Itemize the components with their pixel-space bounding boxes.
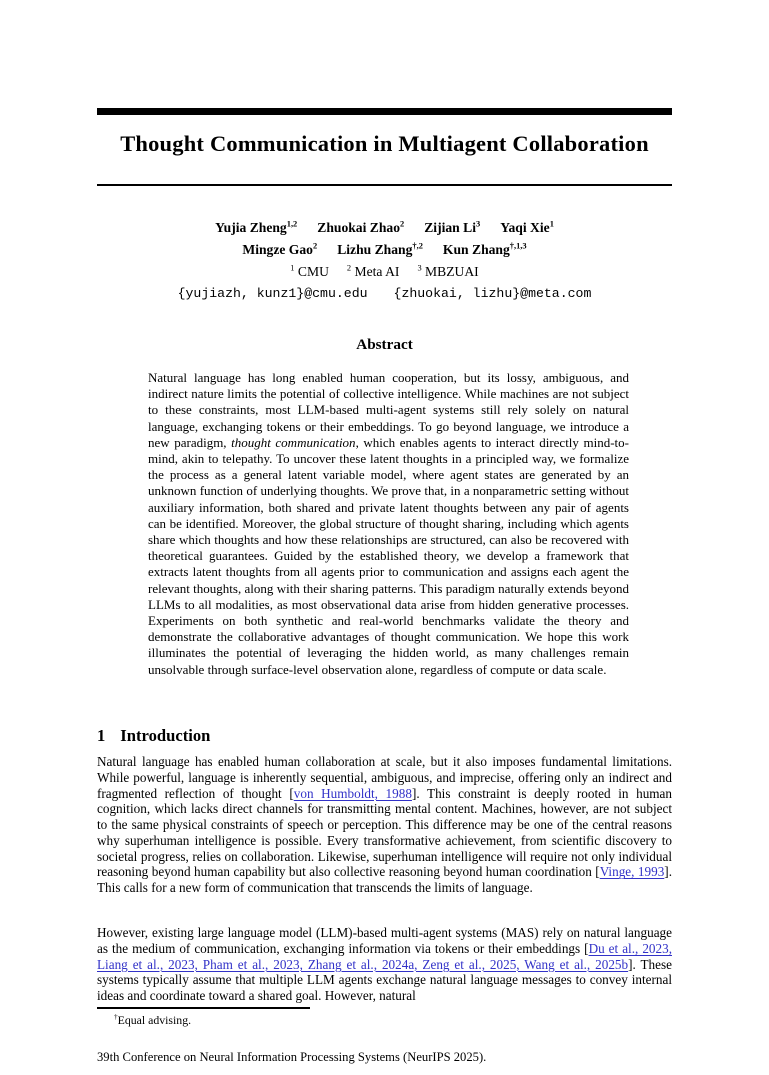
author-line-2	[77, 239, 692, 261]
citation-link[interactable]: von Humboldt, 1988	[293, 785, 412, 801]
author-name: Yujia Zheng$^{1,2}$	[215, 218, 298, 235]
author-affiliation-marker: 1,2	[286, 218, 298, 229]
text-segment: , which enables agents to interact directly mind-to-mind, akin to telepathy. To uncover these latent thoughts in a principled way, we formalize the process as a general latent variable model, where agent states are generated by an unknown function of underlying thoughts. We prove that, in a nonparametric setting without auxiliary information, both shared and private latent thoughts between any pair of agents can be identified. Moreover, the global structure of thought sharing, including which agents share which thoughts and how these relationships are structured, can also be recovered with theoretical guarantees. Guided by the established theory, we develop a framework that extracts latent thoughts from all agents prior to communication and assigns each agent the relevant thoughts, along with their sharing patterns. This paradigm naturally extends beyond LLMs to all modalities, as most observational data arise from hidden generative processes. Experiments on both synthetic and real-world benchmarks validate the theory and demonstrate the collaborative advantages of thought communication. We hope this work illuminates the potential of leveraging the hidden world, as many challenges remain unsolvable through surface-level observation alone, regardless of compute or data scale.	[148, 434, 629, 677]
conference-footer: 39th Conference on Neural Information Processing Systems (NeurIPS 2025).	[97, 1050, 487, 1064]
section-number: 1	[97, 726, 106, 745]
section-heading-introduction	[97, 726, 672, 746]
affiliation-marker: 2	[346, 262, 352, 273]
affiliation: $^2$ Meta AI	[346, 262, 400, 279]
abstract-text	[148, 370, 629, 678]
affiliation-line	[77, 261, 692, 283]
footnote-rule	[97, 1007, 310, 1009]
title-rule-bottom	[97, 184, 672, 186]
affiliation-marker: 1	[290, 262, 295, 273]
author-affiliation-marker: †,1,3	[509, 240, 527, 251]
citation-link[interactable]: Du et al., 2023, Liang et al., 2023, Pham et al., 2023, Zhang et al., 2024a, Zeng et al., 2025, Wang et al., 2025b	[97, 940, 672, 972]
intro-paragraph-1	[97, 754, 672, 896]
intro-paragraph-2	[97, 925, 672, 1004]
author-affiliation-marker: 3	[475, 218, 481, 229]
author-affiliation-marker: †,2	[412, 240, 423, 251]
author-name: Mingze Gao$^2$	[242, 240, 318, 257]
affiliation: $^3$ MBZUAI	[417, 262, 479, 279]
author-name: Zhuokai Zhao$^2$	[317, 218, 405, 235]
author-name: Kun Zhang$^{\dagger,1,3}$	[442, 240, 527, 257]
footnote-text: Equal advising.	[117, 1013, 192, 1027]
author-block	[77, 217, 692, 304]
emphasized-text: thought communication	[231, 434, 356, 450]
section-title: Introduction	[120, 726, 211, 745]
paper-title: Thought Communication in Multiagent Collaboration	[120, 131, 649, 156]
text-segment: ]. This constraint is deeply rooted in human cognition, which lacks direct channels for transmitting mental content. Machines, however, are not subject to the same physical constraints of speech or perception. This difference may be one of the central reasons why superhuman intelligence is possible. Every transformative achievement, from scientific discovery to societal progress, relies on collaboration. Likewise, superhuman intelligence will require not only individual reasoning beyond human capability but also collective reasoning beyond human coordination [	[97, 785, 672, 880]
text-segment: Natural language has enabled human collaboration at scale, but it also imposes fundamental limitations. While powerful, language is inherently sequential, ambiguous, and imprecise, offering only an indirect and fragmented reflection of thought [	[97, 754, 672, 801]
footnote-equal-advising	[97, 1013, 672, 1028]
title-rule-top	[97, 108, 672, 115]
author-affiliation-marker: 2	[312, 240, 318, 251]
affiliation-marker: 3	[417, 262, 422, 273]
email-line	[77, 283, 692, 304]
email-cmu: {yujiazh, kunz1}@cmu.edu	[177, 286, 368, 301]
email-meta: {zhuokai, lizhu}@meta.com	[393, 286, 592, 301]
text-segment: However, existing large language model (LLM)-based multi-agent systems (MAS) rely on natural language as the medium of communication, exchanging information via tokens or their embeddings [	[97, 925, 672, 956]
author-affiliation-marker: 2	[400, 218, 405, 229]
author-line-1	[77, 217, 692, 239]
citation-link[interactable]: Vinge, 1993	[599, 864, 665, 880]
author-name: Yaqi Xie$^1$	[500, 218, 554, 235]
author-name: Zijian Li$^3$	[424, 218, 481, 235]
affiliation: $^1$ CMU	[290, 262, 329, 279]
footnote-marker: †	[114, 1012, 118, 1022]
text-segment: ]. This calls for a new form of communication that transcends the limits of language.	[97, 864, 672, 895]
author-name: Lizhu Zhang$^{\dagger,2}$	[337, 240, 423, 257]
abstract-heading: Abstract	[356, 336, 413, 353]
text-segment: ]. These systems typically assume that multiple LLM agents exchange natural language messages to convey internal ideas and coordinate toward a shared goal. However, natural	[97, 956, 672, 1003]
text-segment: Natural language has long enabled human cooperation, but its lossy, ambiguous, and indirect nature limits the potential of collective intelligence. While machines are not subject to these constraints, most LLM-based multi-agent systems still rely solely on natural language, exchanging tokens or their embeddings. To go beyond language, we introduce a new paradigm,	[148, 370, 629, 450]
author-affiliation-marker: 1	[549, 218, 554, 229]
